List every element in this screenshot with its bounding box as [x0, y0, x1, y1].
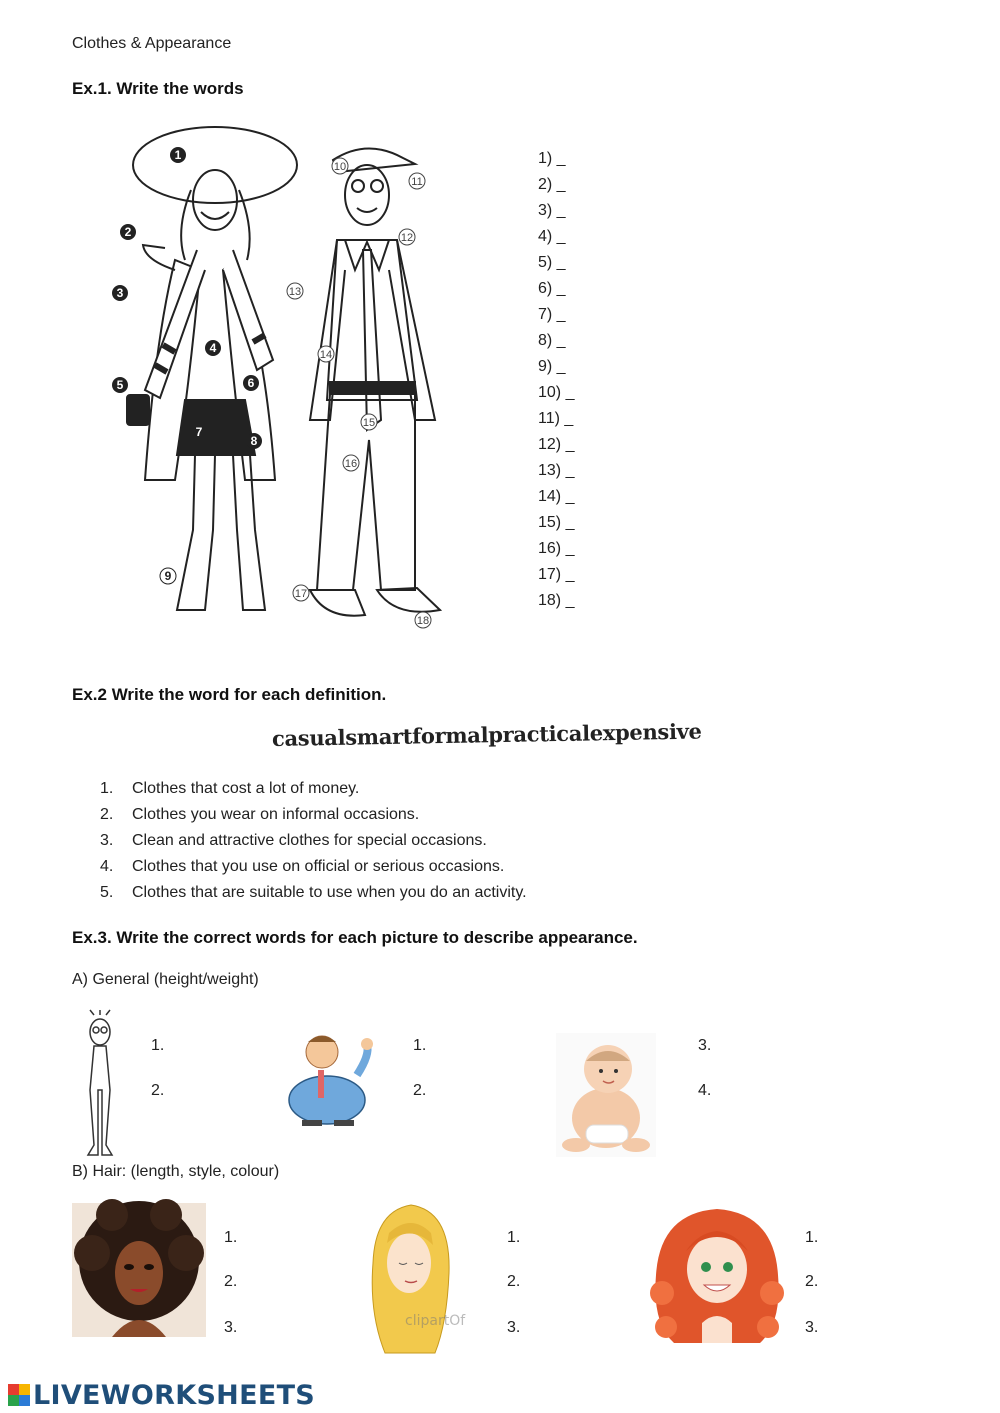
marker-6: 6: [247, 376, 255, 390]
fat-man-svg: [282, 1030, 382, 1128]
curly-hair-woman-svg: [72, 1203, 206, 1337]
marker-9: 9: [164, 569, 172, 583]
definition-item: [100, 856, 527, 882]
ex1-answer-18[interactable]: 18) _: [538, 592, 575, 609]
tall-thin-figure-svg: [70, 1010, 130, 1160]
fat-man-picture: [282, 1030, 382, 1128]
man-belt: [330, 382, 415, 394]
b-p3-label-1: 1.: [805, 1229, 819, 1246]
blonde-hair-woman: [365, 1203, 466, 1353]
ex1-answer-2[interactable]: 2) _: [538, 176, 566, 193]
woman-boot-right: [233, 455, 265, 610]
red-curly-hair-woman-svg: [646, 1203, 788, 1345]
definition-text: Clothes that you use on official or serious occasions.: [132, 858, 505, 875]
woman-face: [193, 170, 237, 230]
b-p2-label-2: 2.: [507, 1273, 521, 1290]
baby-photo: [556, 1033, 656, 1157]
a-p1-label-1: 1.: [151, 1037, 165, 1054]
ex1-answer-11[interactable]: 11) _: [538, 410, 574, 427]
definition-number: 5.: [100, 884, 114, 901]
badge-square-blue: [19, 1395, 30, 1406]
watermark-text: clipartOf: [405, 1313, 466, 1329]
marker-4: 4: [209, 341, 217, 355]
ex1-answer-10[interactable]: 10) _: [538, 384, 575, 401]
marker-13: 13: [288, 286, 302, 298]
definition-item: [100, 778, 527, 804]
definition-text: Clothes that cost a lot of money.: [132, 780, 360, 797]
ex1-answer-17[interactable]: 17) _: [538, 566, 575, 583]
badge-square-red: [8, 1384, 19, 1395]
definition-item: [100, 830, 527, 856]
b-p2-label-1: 1.: [507, 1229, 521, 1246]
man-face: [345, 165, 389, 225]
section-b-label: B) Hair: (length, style, colour): [72, 1163, 280, 1180]
baby-photo-svg: [556, 1033, 656, 1157]
marker-16: 16: [344, 458, 358, 470]
definition-number: 4.: [100, 858, 114, 875]
b-p1-label-1: 1.: [224, 1229, 238, 1246]
ex1-answer-7[interactable]: 7) _: [538, 306, 566, 323]
marker-10: 10: [333, 161, 347, 173]
a-p2-label-1: 1.: [413, 1037, 427, 1054]
man-trainer-left: [310, 590, 365, 616]
ex1-answer-8[interactable]: 8) _: [538, 332, 566, 349]
red-curly-hair-woman: [646, 1203, 788, 1345]
marker-12: 12: [400, 232, 414, 244]
ex1-answer-1[interactable]: 1) _: [538, 150, 566, 167]
marker-11: 11: [411, 176, 423, 188]
definition-number: 3.: [100, 832, 114, 849]
marker-5: 5: [116, 378, 124, 392]
ex1-answer-9[interactable]: 9) _: [538, 358, 566, 375]
marker-2: 2: [124, 225, 132, 239]
liveworksheets-logo[interactable]: [8, 1380, 315, 1410]
b-p2-label-3: 3.: [507, 1319, 521, 1336]
man-tie: [363, 250, 381, 430]
liveworksheets-brand: LIVEWORKSHEETS: [33, 1379, 316, 1411]
definition-item: [100, 804, 527, 830]
clothes-illustration-svg: [105, 120, 455, 635]
ex1-answer-4[interactable]: 4) _: [538, 228, 566, 245]
liveworksheets-badge-icon: [8, 1384, 30, 1406]
definition-text: Clothes that are suitable to use when you do an activity.: [132, 884, 527, 901]
marker-8: 8: [250, 434, 258, 448]
blonde-hair-woman-svg: [365, 1203, 457, 1353]
ex1-answer-12[interactable]: 12) _: [538, 436, 575, 453]
a-p2-label-2: 2.: [413, 1082, 427, 1099]
definition-item: [100, 882, 527, 908]
marker-3: 3: [116, 286, 124, 300]
b-p1-label-2: 2.: [224, 1273, 238, 1290]
badge-square-green: [8, 1395, 19, 1406]
b-p3-label-2: 2.: [805, 1273, 819, 1290]
ex1-answer-15[interactable]: 15) _: [538, 514, 575, 531]
woman-bag: [127, 395, 149, 425]
ex1-answer-5[interactable]: 5) _: [538, 254, 566, 271]
woman-boot-left: [177, 455, 215, 610]
marker-1: 1: [174, 148, 182, 162]
ex1-heading: Ex.1. Write the words: [72, 79, 244, 98]
woman-skirt: [177, 400, 255, 455]
ex1-answer-6[interactable]: 6) _: [538, 280, 566, 297]
woman-hat: [133, 127, 297, 203]
marker-15: 15: [362, 417, 376, 429]
a-p3-label-2: 4.: [698, 1082, 712, 1099]
ex2-heading: Ex.2 Write the word for each definition.: [72, 685, 387, 704]
marker-17: 17: [294, 588, 308, 600]
word-bank: casualsmartformalpracticalexpensive: [271, 718, 702, 751]
ex1-answer-list: [538, 148, 574, 616]
curly-hair-woman: [72, 1203, 206, 1337]
ex3-heading: Ex.3. Write the correct words for each picture to describe appearance.: [72, 928, 638, 947]
badge-square-yellow: [19, 1384, 30, 1395]
ex1-answer-3[interactable]: 3) _: [538, 202, 566, 219]
definition-number: 2.: [100, 806, 114, 823]
marker-18: 18: [416, 615, 430, 627]
b-p3-label-3: 3.: [805, 1319, 819, 1336]
man-trainer-right: [377, 588, 440, 612]
definition-text: Clean and attractive clothes for special occasions.: [132, 832, 487, 849]
marker-7: 7: [195, 425, 203, 439]
ex1-answer-16[interactable]: 16) _: [538, 540, 575, 557]
definition-number: 1.: [100, 780, 114, 797]
ex1-answer-13[interactable]: 13) _: [538, 462, 575, 479]
b-p1-label-3: 3.: [224, 1319, 238, 1336]
marker-14: 14: [319, 349, 333, 361]
clothes-illustration: [105, 120, 455, 635]
definition-list: [100, 778, 527, 908]
section-a-label: A) General (height/weight): [72, 971, 259, 988]
a-p1-label-2: 2.: [151, 1082, 165, 1099]
ex1-answer-14[interactable]: 14) _: [538, 488, 575, 505]
definition-text: Clothes you wear on informal occasions.: [132, 806, 420, 823]
a-p3-label-1: 3.: [698, 1037, 712, 1054]
page-title: Clothes & Appearance: [72, 35, 232, 52]
tall-thin-figure: [70, 1010, 130, 1160]
